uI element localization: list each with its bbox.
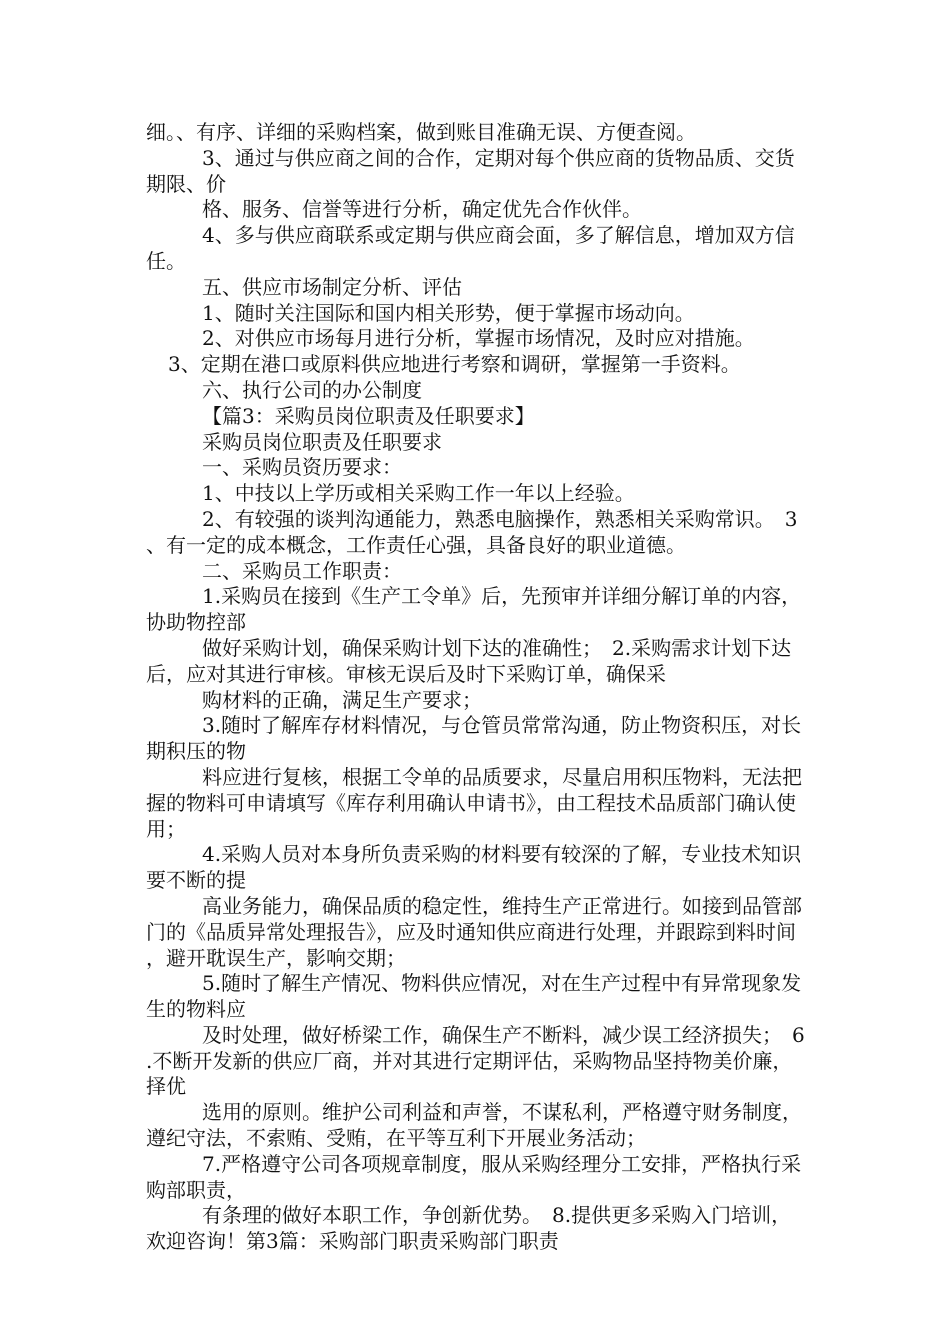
paragraph: 料应进行复核，根据工令单的品质要求，尽量启用积压物料，无法把握的物料可申请填写《库存利用确认申请书》，由工程技术品质部门确认使用； — [146, 764, 802, 841]
section-heading: 二、采购员工作职责： — [202, 558, 402, 583]
paragraph: 4.采购人员对本身所负责采购的材料要有较深的了解，专业技术知识要不断的提 — [146, 842, 802, 893]
paragraph: 购材料的正确，满足生产要求； — [202, 687, 482, 712]
paragraph: 及时处理，做好桥梁工作，确保生产不断料，减少误工经济损失； 6.不断开发新的供应厂商，并对其进行定期评估，采购物品坚持物美价廉，择优 — [146, 1022, 805, 1099]
paragraph: 1.采购员在接到《生产工令单》后，先预审并详细分解订单的内容，协助物控部 — [146, 584, 802, 635]
paragraph: 5.随时了解生产情况、物料供应情况，对在生产过程中有异常现象发生的物料应 — [146, 971, 802, 1022]
paragraph: 高业务能力，确保品质的稳定性，维持生产正常进行。如接到品管部门的《品质异常处理报告》，应及时通知供应商进行处理，并跟踪到料时间，避开耽误生产，影响交期； — [146, 893, 802, 970]
paragraph: 4、多与供应商联系或定期与供应商会面，多了解信息，增加双方信任。 — [146, 223, 795, 273]
article-subtitle: 采购员岗位职责及任职要求 — [202, 429, 442, 454]
paragraph: 1、随时关注国际和国内相关形势，便于掌握市场动向。 — [202, 300, 695, 325]
paragraph: 7.严格遵守公司各项规章制度，服从采购经理分工安排，严格执行采购部职责， — [146, 1151, 802, 1202]
document-body — [146, 120, 810, 1255]
paragraph: 做好采购计划，确保采购计划下达的准确性； 2.采购需求计划下达后，应对其进行审核。审核无误后及时下采购订单，确保采 — [146, 635, 792, 686]
section-heading: 六、执行公司的办公制度 — [202, 377, 422, 402]
article-title: 【篇3：采购员岗位职责及任职要求】 — [202, 403, 535, 428]
paragraph: 选用的原则。维护公司利益和声誉，不谋私利，严格遵守财务制度，遵纪守法，不索贿、受贿，在平等互利下开展业务活动； — [146, 1100, 802, 1151]
paragraph: 3.随时了解库存材料情况，与仓管员常常沟通，防止物资积压，对长期积压的物 — [146, 713, 802, 764]
paragraph: 2、对供应市场每月进行分析，掌握市场情况，及时应对措施。 — [202, 326, 755, 351]
paragraph: 格、服务、信誉等进行分析，确定优先合作伙伴。 — [202, 197, 642, 222]
paragraph: 细。、有序、详细的采购档案，做到账目准确无误、方便查阅。 — [146, 120, 696, 144]
section-heading: 五、供应市场制定分析、评估 — [202, 274, 462, 299]
paragraph: 1、中技以上学历或相关采购工作一年以上经验。 — [202, 481, 635, 506]
paragraph: 3、定期在港口或原料供应地进行考察和调研，掌握第一手资料。 — [168, 352, 741, 377]
section-heading: 一、采购员资历要求： — [202, 455, 402, 480]
paragraph: 有条理的做好本职工作，争创新优势。 8.提供更多采购入门培训，欢迎咨询！第3篇：采购部门职责采购部门职责 — [146, 1203, 792, 1254]
paragraph: 3、通过与供应商之间的合作，定期对每个供应商的货物品质、交货期限、价 — [146, 145, 795, 196]
paragraph: 2、有较强的谈判沟通能力，熟悉电脑操作，熟悉相关采购常识。 3、有一定的成本概念，工作责任心强，具备良好的职业道德。 — [146, 506, 798, 557]
